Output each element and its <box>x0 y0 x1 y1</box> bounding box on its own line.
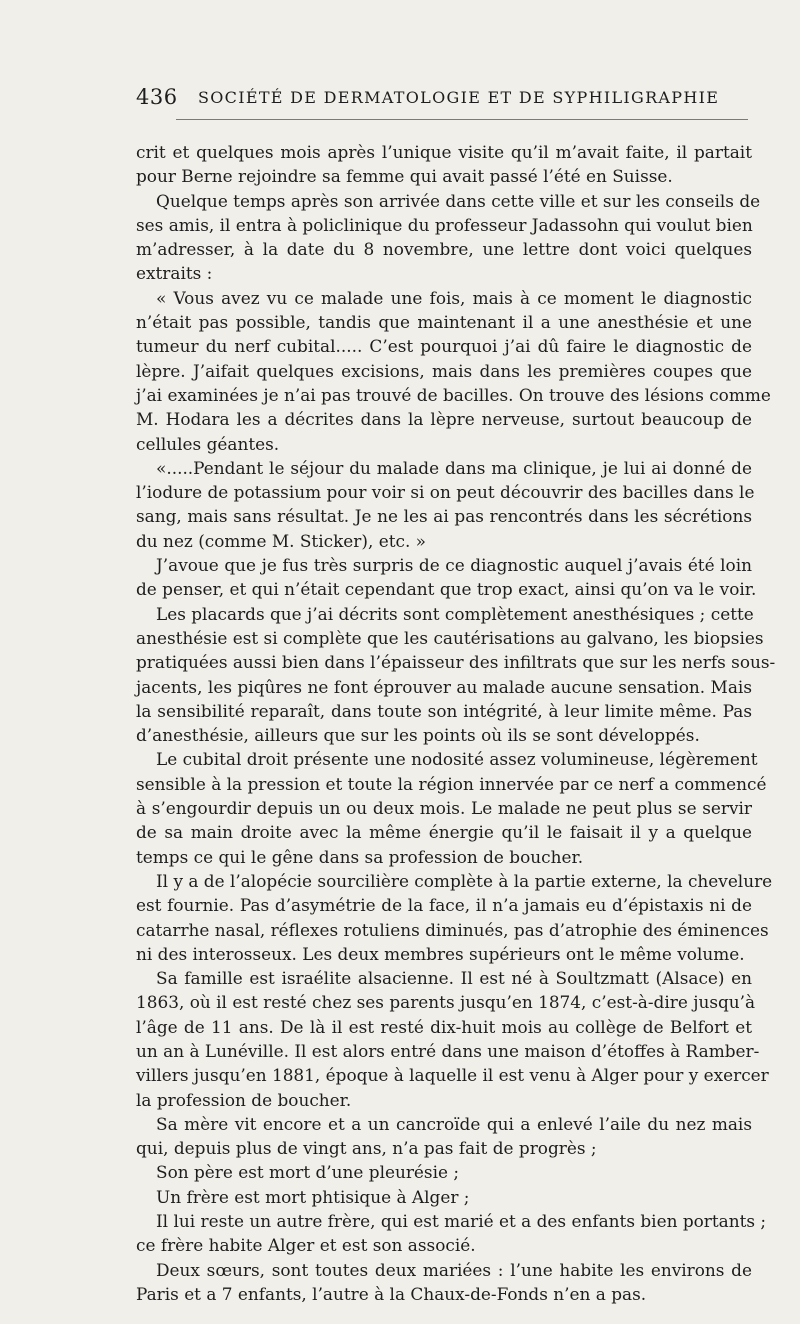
text-line: Quelque temps après son arrivée dans cette ville et sur les conseils de <box>156 190 761 211</box>
text-line: tumeur du nerf cubital..... C’est pourquoi j’ai dû faire le diagnostic de <box>136 336 752 357</box>
text-line: l’âge de 11 ans. De là il est resté dix-huit mois au collège de Belfort et <box>136 1016 752 1037</box>
text-line: qui, depuis plus de vingt ans, n’a pas fait de progrès ; <box>136 1138 597 1159</box>
text-line: J’avoue que je fus très surpris de ce diagnostic auquel j’avais été loin <box>156 555 752 576</box>
text-line: Deux sœurs, sont toutes deux mariées : l’une habite les environs de <box>156 1259 752 1280</box>
text-line: crit et quelques mois après l’unique visite qu’il m’avait faite, il partait <box>136 142 752 162</box>
text-line: Sa mère vit encore et a un cancroïde qui a enlevé l’aile du nez mais <box>156 1113 752 1134</box>
text-line: catarrhe nasal, réflexes rotuliens diminués, pas d’atrophie des éminences <box>136 919 769 940</box>
running-title: SOCIÉTÉ DE DERMATOLOGIE ET DE SYPHILIGRAPHIE <box>198 88 720 107</box>
text-line: M. Hodara les a décrites dans la lèpre nerveuse, surtout beaucoup de <box>136 409 752 430</box>
text-line: un an à Lunéville. Il est alors entré dans une maison d’étoffes à Ramber- <box>136 1040 760 1061</box>
text-line: 1863, où il est resté chez ses parents jusqu’en 1874, c’est-à-dire jusqu’à <box>136 992 756 1013</box>
text-line: extraits : <box>136 263 213 284</box>
page-header <box>136 84 748 110</box>
text-line: Il y a de l’alopécie sourcilière complète à la partie externe, la chevelure <box>156 870 773 891</box>
text-line: ni des interosseux. Les deux membres supérieurs ont le même volume. <box>136 943 745 964</box>
text-line: temps ce qui le gêne dans sa profession de boucher. <box>136 846 584 867</box>
text-line: Son père est mort d’une pleurésie ; <box>156 1162 460 1183</box>
body-text <box>136 140 776 1306</box>
text-line: d’anesthésie, ailleurs que sur les points où ils se sont développés. <box>136 725 700 746</box>
text-line: « Vous avez vu ce malade une fois, mais à ce moment le diagnostic <box>156 287 752 308</box>
text-line: cellules géantes. <box>136 433 280 454</box>
text-line: anesthésie est si complète que les cautérisations au galvano, les biopsies <box>136 627 764 648</box>
text-line: ce frère habite Alger et est son associé. <box>136 1235 476 1256</box>
text-line: Les placards que j’ai décrits sont complètement anesthésiques ; cette <box>156 603 754 624</box>
text-line: l’iodure de potassium pour voir si on peut découvrir des bacilles dans le <box>136 482 755 503</box>
text-line: la sensibilité reparaît, dans toute son intégrité, à leur limite même. Pas <box>136 700 752 721</box>
text-line: m’adresser, à la date du 8 novembre, une lettre dont voici quelques <box>136 239 752 260</box>
text-line: jacents, les piqûres ne font éprouver au malade aucune sensation. Mais <box>136 676 752 697</box>
text-line: Un frère est mort phtisique à Alger ; <box>156 1186 470 1207</box>
text-line: pour Berne rejoindre sa femme qui avait passé l’été en Suisse. <box>136 166 673 187</box>
header-rule <box>176 119 748 120</box>
text-line: à s’engourdir depuis un ou deux mois. Le malade ne peut plus se servir <box>136 798 752 819</box>
text-line: sensible à la pression et toute la région innervée par ce nerf a commencé <box>136 773 767 794</box>
text-line: villers jusqu’en 1881, époque à laquelle il est venu à Alger pour y exercer <box>136 1065 769 1086</box>
text-line: Sa famille est israélite alsacienne. Il est né à Soultzmatt (Alsace) en <box>156 968 752 989</box>
text-line: j’ai examinées je n’ai pas trouvé de bacilles. On trouve des lésions comme <box>136 384 771 405</box>
text-line: est fournie. Pas d’asymétrie de la face, il n’a jamais eu d’épistaxis ni de <box>136 895 752 916</box>
text-line: ses amis, il entra à policlinique du professeur Jadassohn qui voulut bien <box>136 214 753 235</box>
text-line: la profession de boucher. <box>136 1089 352 1110</box>
text-line: du nez (comme M. Sticker), etc. » <box>136 530 427 551</box>
text-line: lèpre. J’aifait quelques excisions, mais dans les premières coupes que <box>136 360 752 381</box>
text-line: pratiquées aussi bien dans l’épaisseur des infiltrats que sur les nerfs sous- <box>136 652 776 673</box>
text-line: «.....Pendant le séjour du malade dans ma clinique, je lui ai donné de <box>156 457 752 478</box>
text-line: Paris et a 7 enfants, l’autre à la Chaux-de-Fonds n’en a pas. <box>136 1283 647 1304</box>
text-line: Le cubital droit présente une nodosité assez volumineuse, légèrement <box>156 749 758 770</box>
text-line: de penser, et qui n’était cependant que trop exact, ainsi qu’on va le voir. <box>136 579 757 600</box>
page-number: 436 <box>136 85 178 109</box>
text-line: de sa main droite avec la même énergie qu’il le faisait il y a quelque <box>136 822 752 843</box>
text-line: Il lui reste un autre frère, qui est marié et a des enfants bien portants ; <box>156 1211 767 1232</box>
text-line: n’était pas possible, tandis que maintenant il a une anesthésie et une <box>136 312 752 333</box>
text-line: sang, mais sans résultat. Je ne les ai pas rencontrés dans les sécrétions <box>136 506 752 527</box>
